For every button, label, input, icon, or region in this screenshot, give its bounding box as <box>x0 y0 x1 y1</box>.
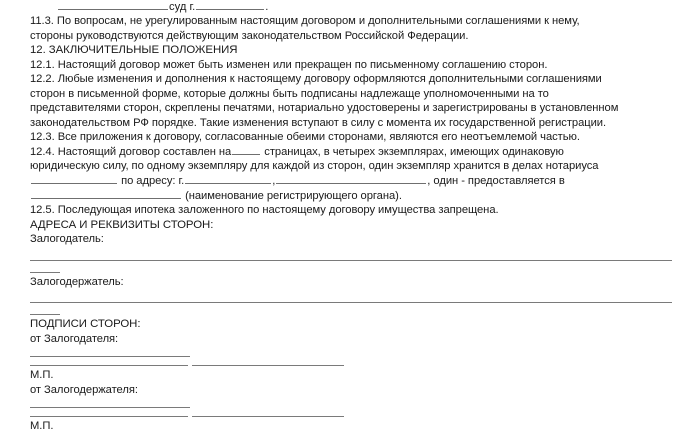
pledgor-name-line[interactable] <box>192 365 344 366</box>
notary-city-blank[interactable] <box>185 175 271 184</box>
court-line-period: . <box>265 1 269 13</box>
clause-12-2-line-4: законодательством РФ порядке. Такие изменения вступают в силу с момента их государственной регистрации. <box>30 116 607 129</box>
clause-12-4-line-4 <box>30 189 673 204</box>
court-city-blank[interactable] <box>196 1 264 10</box>
clause-11-3-line-1: 11.3. По вопросам, не урегулированным настоящим договором и дополнительными соглашениями к нему, <box>30 15 580 27</box>
clause-12-2-line-3: представителями сторон, скреплены печатями, нотариально удостоверены и зарегистрированы в установленном <box>30 102 619 115</box>
heading-addresses: АДРЕСА И РЕКВИЗИТЫ СТОРОН: <box>30 218 214 231</box>
clause-12-4-line-1 <box>30 145 673 160</box>
clause-12-5-line-1: 12.5. Последующая ипотека заложенного по настоящему договору имущества запрещена. <box>30 204 499 217</box>
court-line <box>30 0 673 14</box>
pledgor-seal-label: М.П. <box>30 369 54 382</box>
pledgee-seal-label: М.П. <box>30 420 54 433</box>
heading-signatures: ПОДПИСИ СТОРОН: <box>30 318 141 331</box>
court-name-blank[interactable] <box>58 1 168 10</box>
clause-12-2-line-1: 12.2. Любые изменения и дополнения к настоящему договору оформляются дополнительными соглашениями <box>30 73 602 86</box>
registering-body-caption: (наименование регистрирующего органа). <box>185 189 402 202</box>
pages-count-blank[interactable] <box>232 146 260 155</box>
pledgee-name-line[interactable] <box>192 416 344 417</box>
clause-11-3-line-2: стороны руководствуются действующим законодательством Российской Федерации. <box>30 29 469 42</box>
clause-12-4-comma: , <box>272 175 276 188</box>
pledgor-label: Залогодатель: <box>30 233 104 246</box>
pledgee-label: Залогодержатель: <box>30 275 124 288</box>
from-pledgor-label: от Залогодателя: <box>30 332 119 345</box>
heading-final-provisions: 12. ЗАКЛЮЧИТЕЛЬНЫЕ ПОЛОЖЕНИЯ <box>30 44 238 57</box>
clause-12-4-line-3 <box>30 174 673 189</box>
clause-12-3-line-1: 12.3. Все приложения к договору, согласованные обеими сторонами, являются его неотъемлемой частью. <box>30 131 580 144</box>
clause-12-1-line-1: 12.1. Настоящий договор может быть изменен или прекращен по письменному соглашению сторон. <box>30 58 548 71</box>
pledgee-signature-line[interactable] <box>30 416 188 417</box>
clause-12-4-text-tail: , один - предоставляется в <box>427 175 565 188</box>
notary-address-blank[interactable] <box>276 175 426 184</box>
clause-12-4-line-2: юридическую силу, по одному экземпляру для каждой из сторон, один экземпляр хранится в делах нотариуса <box>30 160 599 173</box>
clause-12-4-text-b: страницах, в четырех экземплярах, имеющих одинаковую <box>264 145 564 158</box>
clause-12-2-line-2: сторон в письменной форме, которые должны быть подписаны надлежаще уполномоченными на то <box>30 87 549 100</box>
notary-name-blank[interactable] <box>31 175 117 184</box>
pledgor-signature-line[interactable] <box>30 365 188 366</box>
from-pledgee-label: от Залогодержателя: <box>30 383 138 396</box>
clause-12-4-address-label: по адресу: г. <box>121 175 185 188</box>
registering-body-blank[interactable] <box>31 190 181 199</box>
clause-12-4-text-a: 12.4. Настоящий договор составлен на <box>30 145 232 158</box>
court-line-text: суд г. <box>169 1 196 13</box>
